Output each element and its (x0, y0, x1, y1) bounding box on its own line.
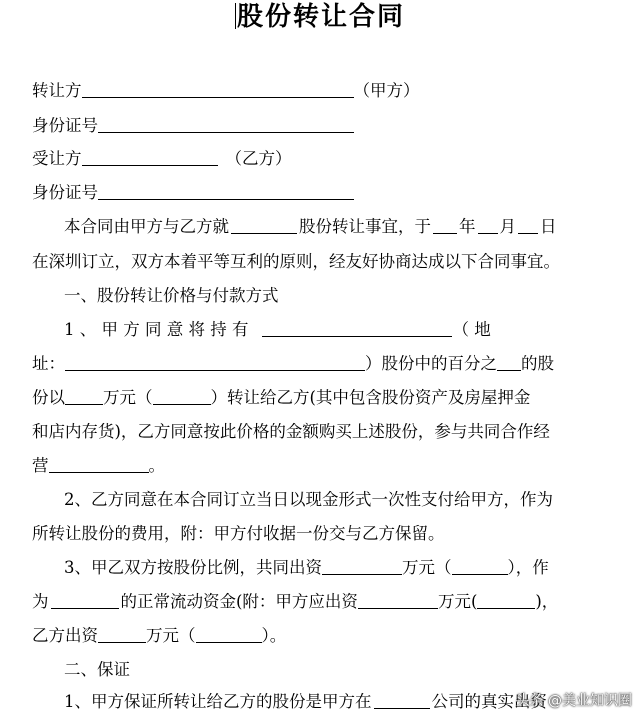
section-2-heading: 二、保证 (64, 660, 130, 679)
party-a-capital-blank[interactable] (358, 592, 438, 609)
section-1-heading: 一、股份转让价格与付款方式 (64, 286, 279, 305)
capital-words-blank[interactable] (452, 558, 508, 575)
operate-text: 营 (32, 456, 49, 475)
clause-3-line-3 (32, 625, 612, 647)
intro-line-2: 在深圳订立，双方本着平等互利的原则，经友好协商达成以下合同事宜。 (32, 252, 560, 271)
id-line-b (32, 182, 612, 204)
party-a-capital-text: 的正常流动资金(附：甲方应出资 (120, 592, 358, 611)
party-b-label: （乙方） (225, 149, 292, 168)
period: 。 (148, 456, 165, 475)
id-line-a (32, 115, 612, 137)
year-blank[interactable] (433, 217, 457, 234)
month-label: 月 (499, 217, 516, 236)
subject-blank[interactable] (231, 217, 297, 234)
party-b-capital-close: ）。 (261, 626, 287, 645)
id-blank-a[interactable] (98, 116, 354, 133)
clause-1-line-2 (32, 353, 612, 375)
guarantee-company-blank[interactable] (374, 692, 430, 709)
id-blank-b[interactable] (98, 183, 354, 200)
percent-blank[interactable] (497, 354, 521, 371)
party-a-capital-unit: 万元( (437, 592, 478, 611)
day-blank[interactable] (518, 217, 538, 234)
capital-blank[interactable] (322, 558, 402, 575)
transferor-blank[interactable] (82, 81, 354, 98)
guarantee-text-b: 公司的真实出资 (431, 692, 547, 711)
capital-text-a: 3、甲乙双方按股份比例，共同出资 (64, 558, 322, 577)
transferor-line (32, 80, 612, 102)
capital-unit: 万元（ (402, 558, 452, 577)
transferee-blank[interactable] (82, 149, 218, 166)
text-cursor (235, 3, 236, 29)
fund-purpose-blank[interactable] (51, 592, 119, 609)
price-text-c: ）转让给乙方(其中包含股份资产及房屋押金 (210, 388, 531, 407)
clause-2-line-2: 所转让股份的费用，附：甲方付收据一份交与乙方保留。 (32, 524, 445, 543)
price-unit: 万元（ (103, 388, 153, 407)
percent-text: ）股份中的百分之 (365, 354, 497, 373)
transferee-line (32, 148, 612, 170)
clause-1-line-1 (64, 319, 612, 341)
clause-3-line-2 (32, 591, 612, 613)
transferee-label: 受让方 (32, 149, 82, 168)
clause-2-line-1: 2、乙方同意在本合同订立当日以现金形式一次性支付给甲方，作为 (64, 490, 553, 509)
share-text: 的股 (521, 354, 554, 373)
clause-1-text-b: （ 地 (452, 320, 491, 339)
party-a-capital-words-blank[interactable] (477, 592, 535, 609)
intro-line-1 (64, 216, 612, 238)
price-words-blank[interactable] (153, 388, 211, 405)
clause-3-line-1 (64, 557, 612, 579)
party-b-capital-words-blank[interactable] (196, 626, 262, 643)
price-blank[interactable] (65, 388, 103, 405)
price-text-a: 份以 (32, 388, 65, 407)
year-label: 年 (459, 217, 476, 236)
clause-1-text-a: 1 、 甲 方 同 意 将 持 有 (64, 320, 249, 339)
id-label-b: 身份证号 (32, 183, 98, 202)
as-text: 为 (32, 592, 49, 611)
address-label: 址： (32, 354, 65, 373)
intro-text-a: 本合同由甲方与乙方就 (64, 217, 229, 236)
clause-1-line-4: 和店内存货)，乙方同意按此价格的金额购买上述股份，参与共同合作经 (32, 422, 550, 441)
party-a-label: （甲方） (353, 81, 420, 100)
party-b-capital-blank[interactable] (98, 626, 146, 643)
watermark: 头条 @美业知识圈 (515, 693, 632, 709)
month-blank[interactable] (478, 217, 498, 234)
company-blank[interactable] (262, 320, 452, 337)
title-text: 股份转让合同 (236, 2, 405, 32)
day-label: 日 (540, 217, 557, 236)
guarantee-text-a: 1、甲方保证所转让给乙方的股份是甲方在 (64, 692, 372, 711)
party-b-capital-unit: 万元（ (146, 626, 196, 645)
clause-1-line-5 (32, 455, 612, 477)
document-title (0, 0, 640, 34)
id-label-a: 身份证号 (32, 116, 98, 135)
address-blank[interactable] (65, 354, 365, 371)
transferor-label: 转让方 (32, 81, 82, 100)
capital-text-c: ），作 (507, 558, 549, 577)
clause-1-line-3 (32, 387, 612, 409)
party-b-capital-text: 乙方出资 (32, 626, 98, 645)
party-a-capital-close: )， (535, 592, 559, 611)
intro-text-b: 股份转让事宜，于 (299, 217, 431, 236)
business-blank[interactable] (49, 456, 149, 473)
